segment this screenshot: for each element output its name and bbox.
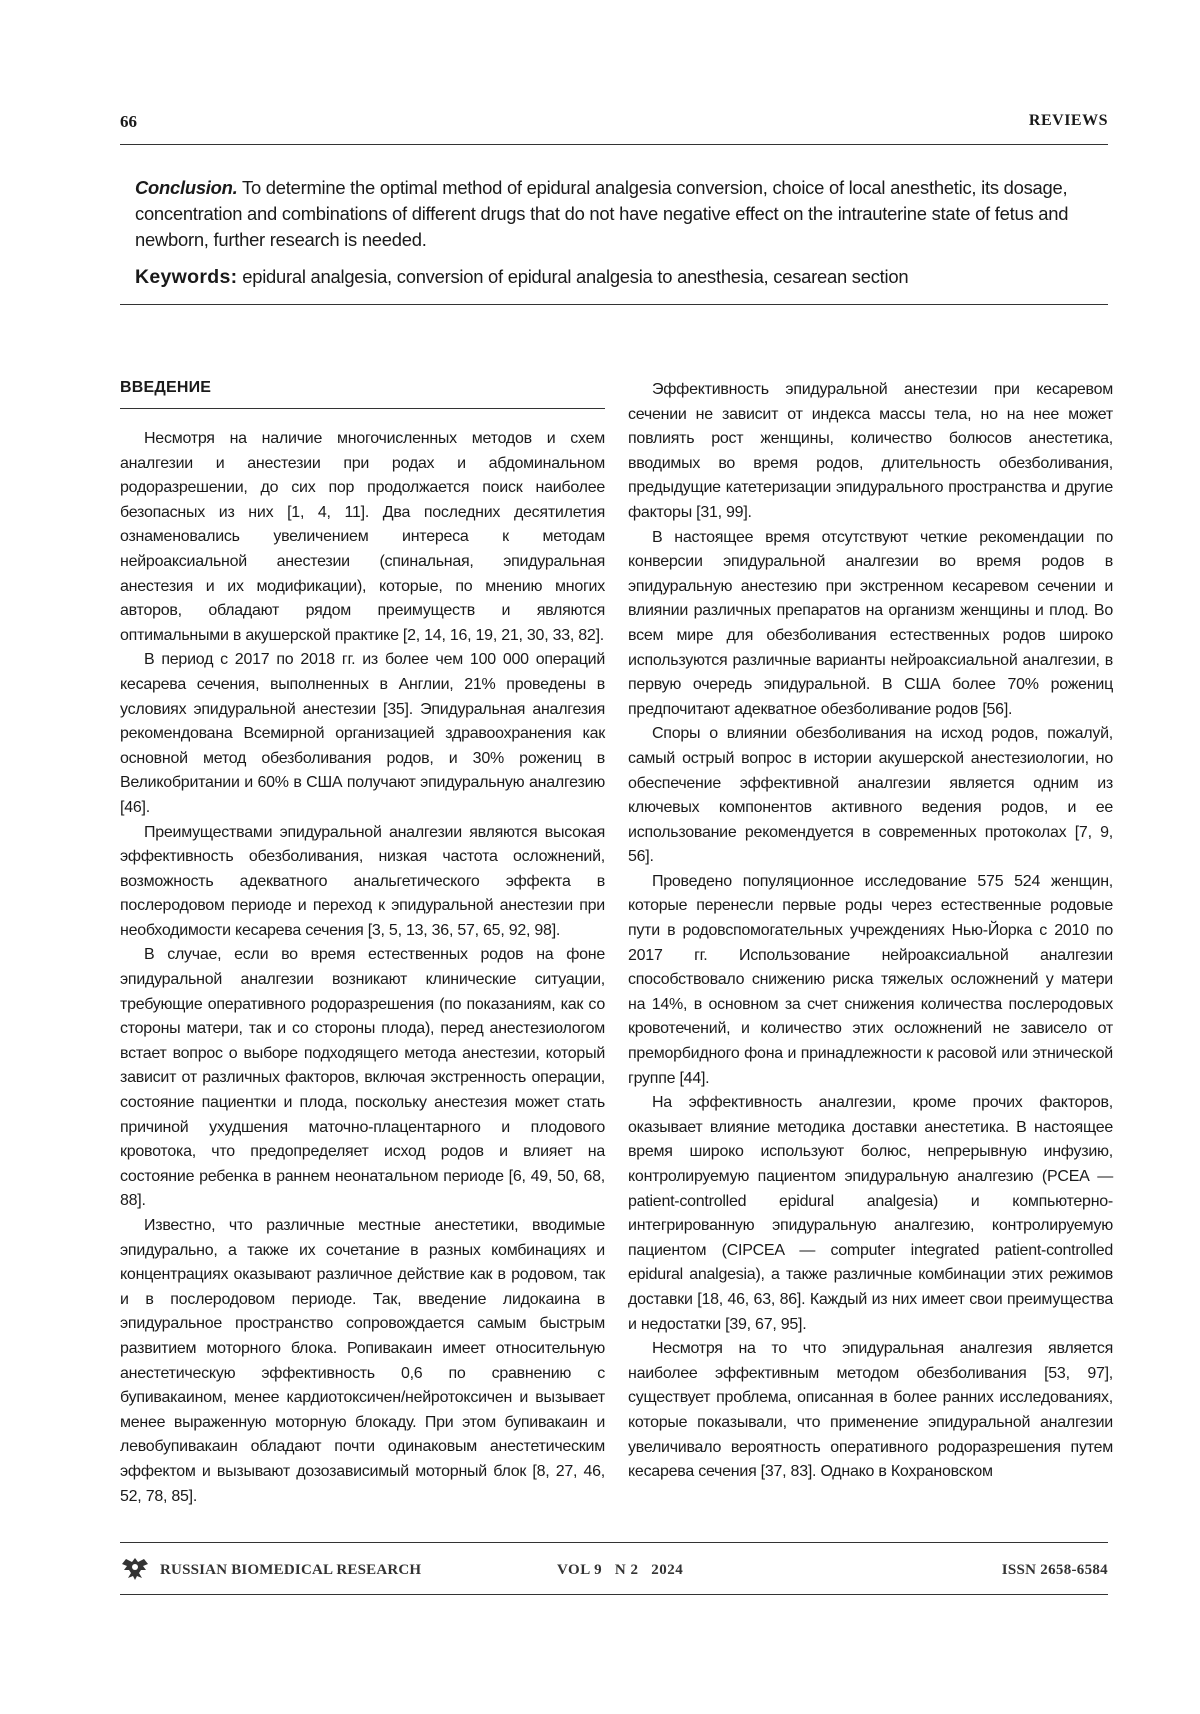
- left-column: [120, 378, 605, 1509]
- conclusion-paragraph: [135, 175, 1100, 253]
- paragraph: Проведено популяционное исследование 575 524 женщин, которые перенесли первые роды через естественные родовые пути в родовспомогательных учреждениях Нью-Йорка с 2010 по 2017 гг. Использование нейроаксиальной аналгезии способствовало снижению риска тяжелых осложнений у матери на 14%, в основном за счет снижения количества послеродовых кровотечений, и количество этих осложнений не зависело от преморбидного фона и принадлежности к расовой или этнической группе [44].: [628, 872, 1113, 1087]
- journal-name: RUSSIAN BIOMEDICAL RESEARCH: [160, 1562, 422, 1578]
- paragraph: В период с 2017 по 2018 гг. из более чем 100 000 операций кесарева сечения, выполненных в Англии, 21% проведены в условиях эпидуральной анестезии [35]. Эпидуральная аналгезия рекомендована Всемирной организацией здравоохранения как основной метод обезболивания родов, и 30% рожениц в Великобритании и 60% в США получают эпидуральную аналгезию [46].: [120, 651, 605, 816]
- issn: ISSN 2658-6584: [1001, 1562, 1108, 1578]
- paragraph: Несмотря на наличие многочисленных методов и схем аналгезии и анестезии при родах и абдоминальном родоразрешении, до сих пор продолжается поиск наиболее безопасных из них [1, 4, 11]. Два последних десятилетия ознаменовались увеличением интереса к методам нейроаксиальной анестезии (спинальная, эпидуральная анестезия и их модификации), которые, по мнению многих авторов, обладают рядом преимуществ и являются оптимальными в акушерской практике [2, 14, 16, 19, 21, 30, 33, 82].: [120, 430, 605, 644]
- paragraph: В настоящее время отсутствуют четкие рекомендации по конверсии эпидуральной аналгезии во время родов в эпидуральную анестезию при экстренном кесаревом сечении и влиянии различных препаратов на организм женщины и плод. Во всем мире для обезболивания естественных родов широко используются различные варианты нейроаксиальной аналгезии, в первую очередь эпидуральной. В США более 70% рожениц предпочитают адекватное обезболивание родов [56].: [628, 528, 1113, 718]
- page-footer: [120, 1558, 1108, 1584]
- right-column: [628, 378, 1113, 1485]
- keywords-paragraph: [135, 264, 1100, 290]
- abstract-divider: [120, 304, 1108, 305]
- footer-divider-top: [120, 1542, 1108, 1543]
- conclusion-label: Conclusion.: [135, 177, 238, 198]
- abstract-block: [135, 175, 1100, 290]
- paragraph: Преимуществами эпидуральной аналгезии являются высокая эффективность обезболивания, низкая частота осложнений, возможность адекватного анальгетического эффекта в послеродовом периоде и переход к эпидуральной анестезии при необходимости кесарева сечения [3, 5, 13, 36, 57, 65, 92, 98].: [120, 823, 605, 939]
- conclusion-text: To determine the optimal method of epidural analgesia conversion, choice of local anesthetic, its dosage, concentration and combinations of different drugs that do not have negative effect on the intrauterine state of fetus and newborn, further research is needed.: [135, 177, 1069, 250]
- footer-divider-bottom: [120, 1594, 1108, 1595]
- volume-info: VOL 9 N 2 2024: [557, 1562, 684, 1578]
- paragraph: Эффективность эпидуральной анестезии при кесаревом сечении не зависит от индекса массы тела, но на нее может повлиять рост женщины, количество болюсов анестетика, вводимых во время родов, длительность обезболивания, предыдущие катетеризации эпидурального пространства и другие факторы [31, 99].: [628, 381, 1113, 521]
- paragraph: На эффективность аналгезии, кроме прочих факторов, оказывает влияние методика доставки анестетика. В настоящее время широко используют болюс, непрерывную инфузию, контролируемую пациентом эпидуральную аналгезию (PCEA — patient-controlled epidural analgesia) и компьютерно-интегрированную эпидуральную аналгезию, контролируемую пациентом (CIPCEA — computer integrated patient-controlled epidural analgesia), а также различные комбинации этих режимов доставки [18, 46, 63, 86]. Каждый из них имеет свои преимущества и недостатки [39, 67, 95].: [628, 1094, 1113, 1333]
- page-number: 66: [120, 112, 137, 131]
- paragraph: Несмотря на то что эпидуральная аналгезия является наиболее эффективным методом обезболивания [53, 97], существует проблема, описанная в более ранних исследованиях, которые показывали, что применение эпидуральной аналгезии увеличивало вероятность оперативного родоразрешения путем кесарева сечения [37, 83]. Однако в Кохрановском: [628, 1340, 1113, 1481]
- keywords-text: epidural analgesia, conversion of epidural analgesia to anesthesia, cesarean section: [242, 266, 909, 287]
- running-header: [120, 112, 1108, 145]
- paragraph: Споры о влиянии обезболивания на исход родов, пожалуй, самый острый вопрос в истории акушерской анестезиологии, но обеспечение эффективной аналгезии является одним из ключевых компонентов активного ведения родов, и ее использование рекомендуется в современных протоколах [7, 9, 56].: [628, 725, 1113, 866]
- section-label: REVIEWS: [1028, 112, 1108, 129]
- paragraph: Известно, что различные местные анестетики, вводимые эпидурально, а также их сочетание в разных комбинациях и концентрациях оказывают различное действие как в родовом, так и в послеродовом периоде. Так, введение лидокаина в эпидуральное пространство сопровождается самым быстрым развитием моторного блока. Ропивакаин имеет относительную анестетическую эффективность 0,6 по сравнению с бупивакаином, менее кардиотоксичен/нейротоксичен и вызывает менее выраженную моторную блокаду. При этом бупивакаин и левобупивакаин обладают почти одинаковым анестетическим эффектом и вызывают дозозависимый моторный блок [8, 27, 46, 52, 78, 85].: [120, 1217, 605, 1505]
- eagle-emblem-icon: [120, 1556, 150, 1582]
- paragraph: В случае, если во время естественных родов на фоне эпидуральной аналгезии возникают клинические ситуации, требующие оперативного родоразрешения (по показаниям, как со стороны матери, так и со стороны плода), перед анестезиологом встает вопрос о выборе подходящего метода анестезии, который зависит от различных факторов, включая экстренность операции, состояние пациентки и плода, поскольку анестезия может стать причиной ухудшения маточно-плацентарного и плодового кровотока, что предопределяет исход родов и влияет на состояние ребенка в раннем неонатальном периоде [6, 49, 50, 68, 88].: [120, 946, 605, 1210]
- section-title: ВВЕДЕНИЕ: [120, 378, 605, 409]
- keywords-label: Keywords:: [135, 266, 238, 288]
